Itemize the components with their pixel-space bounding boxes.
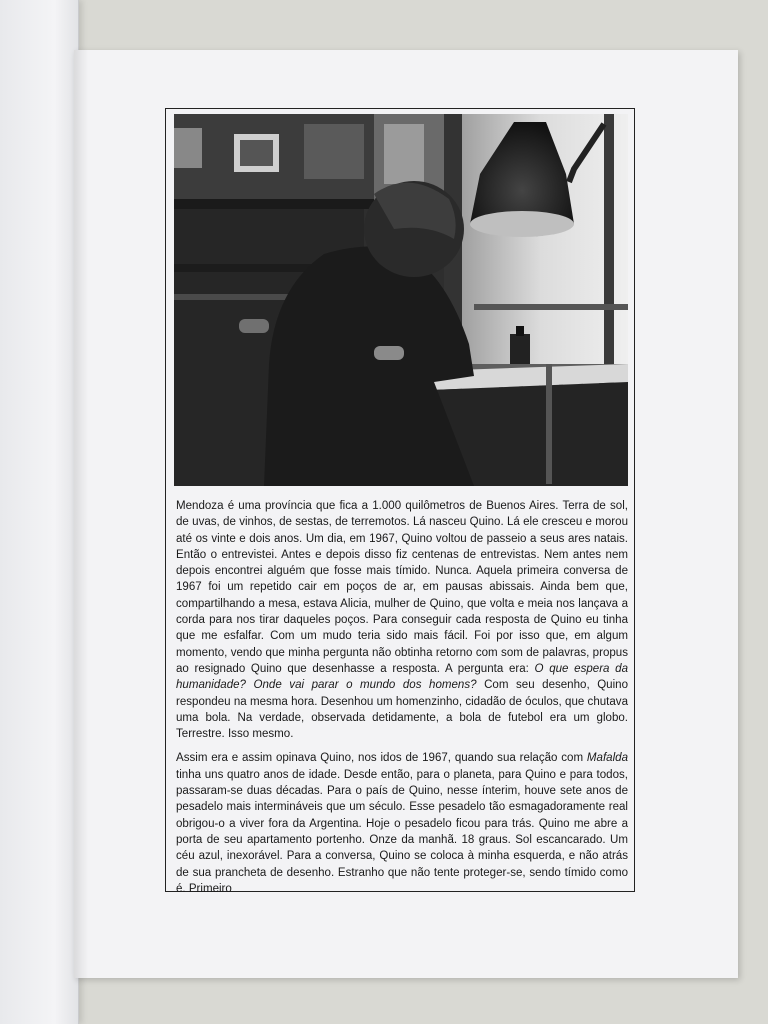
book-gutter xyxy=(74,50,88,978)
italic-title: Mafalda xyxy=(586,752,628,765)
article-text xyxy=(176,498,628,897)
paragraph xyxy=(176,750,628,897)
paragraph xyxy=(176,498,628,742)
photo-illustration xyxy=(174,114,628,486)
paragraph-text-run: Mendoza é uma província que fica a 1.000 quilômetros de Buenos Aires. Terra de sol, de uvas, de vinhos, de sestas, de terremotos. Lá nasceu Quino. Lá ele cresceu e morou até os vinte e dois anos. Um dia, em 1967, Quino voltou de passeio a seus ares natais. Então o entrevistei. Antes e depois disso fiz centenas de entrevistas. Nem antes nem depois encontrei alguém que fosse mais tímido. Nunca. Aquela primeira conversa de 1967 foi um repetido cair em poços de ar, em pausas abissais. Ainda bem que, compartilhando a mesa, estava Alicia, mulher de Quino, que volta e meia nos lançava a corda para nos tirar daqueles poços. Para conseguir cada resposta de Quino eu tinha que me esfalfar. Com um mudo teria sido mais fácil. Foi por isso que, em algum momento, vendo que minha pergunta não obtinha retorno com som de palavras, propus ao resignado Quino que desenhasse a resposta. A pergunta era: xyxy=(176,500,628,675)
italic-question: O que espera da humanidade? Onde vai parar o mundo dos homens? xyxy=(176,662,628,692)
photograph xyxy=(174,114,628,486)
paragraph-text-run: Com seu desenho, Quino respondeu na mesma hora. Desenhou um homenzinho, cidadão de óculos, que chutava uma bola. Na verdade, observada detidamente, a bola de futebol era um globo. Terrestre. Isso mesmo. xyxy=(176,679,629,741)
paragraph-text-run: tinha uns quatro anos de idade. Desde então, para o planeta, para Quino e para todos, passaram-se duas décadas. Para o país de Quino, nesse ínterim, houve sete anos de pesadelo mais intermináveis que um século. Esse pesadelo tão esmagadoramente real obrigou-o a viver fora da Argentina. Hoje o pesadelo ficou para trás. Quino me abre a porta de seu apartamento portenho. Onze da manhã. 18 graus. Sol escancarado. Um céu azul, inexorável. Para a conversa, Quino se coloca à minha esquerda, e não atrás de sua prancheta de desenho. Estranho que não tente proteger-se, sendo tímido como é. Primeiro xyxy=(176,768,628,895)
left-page xyxy=(0,0,79,1024)
paragraph-text-run: Assim era e assim opinava Quino, nos idos de 1967, quando sua relação com xyxy=(176,752,587,765)
